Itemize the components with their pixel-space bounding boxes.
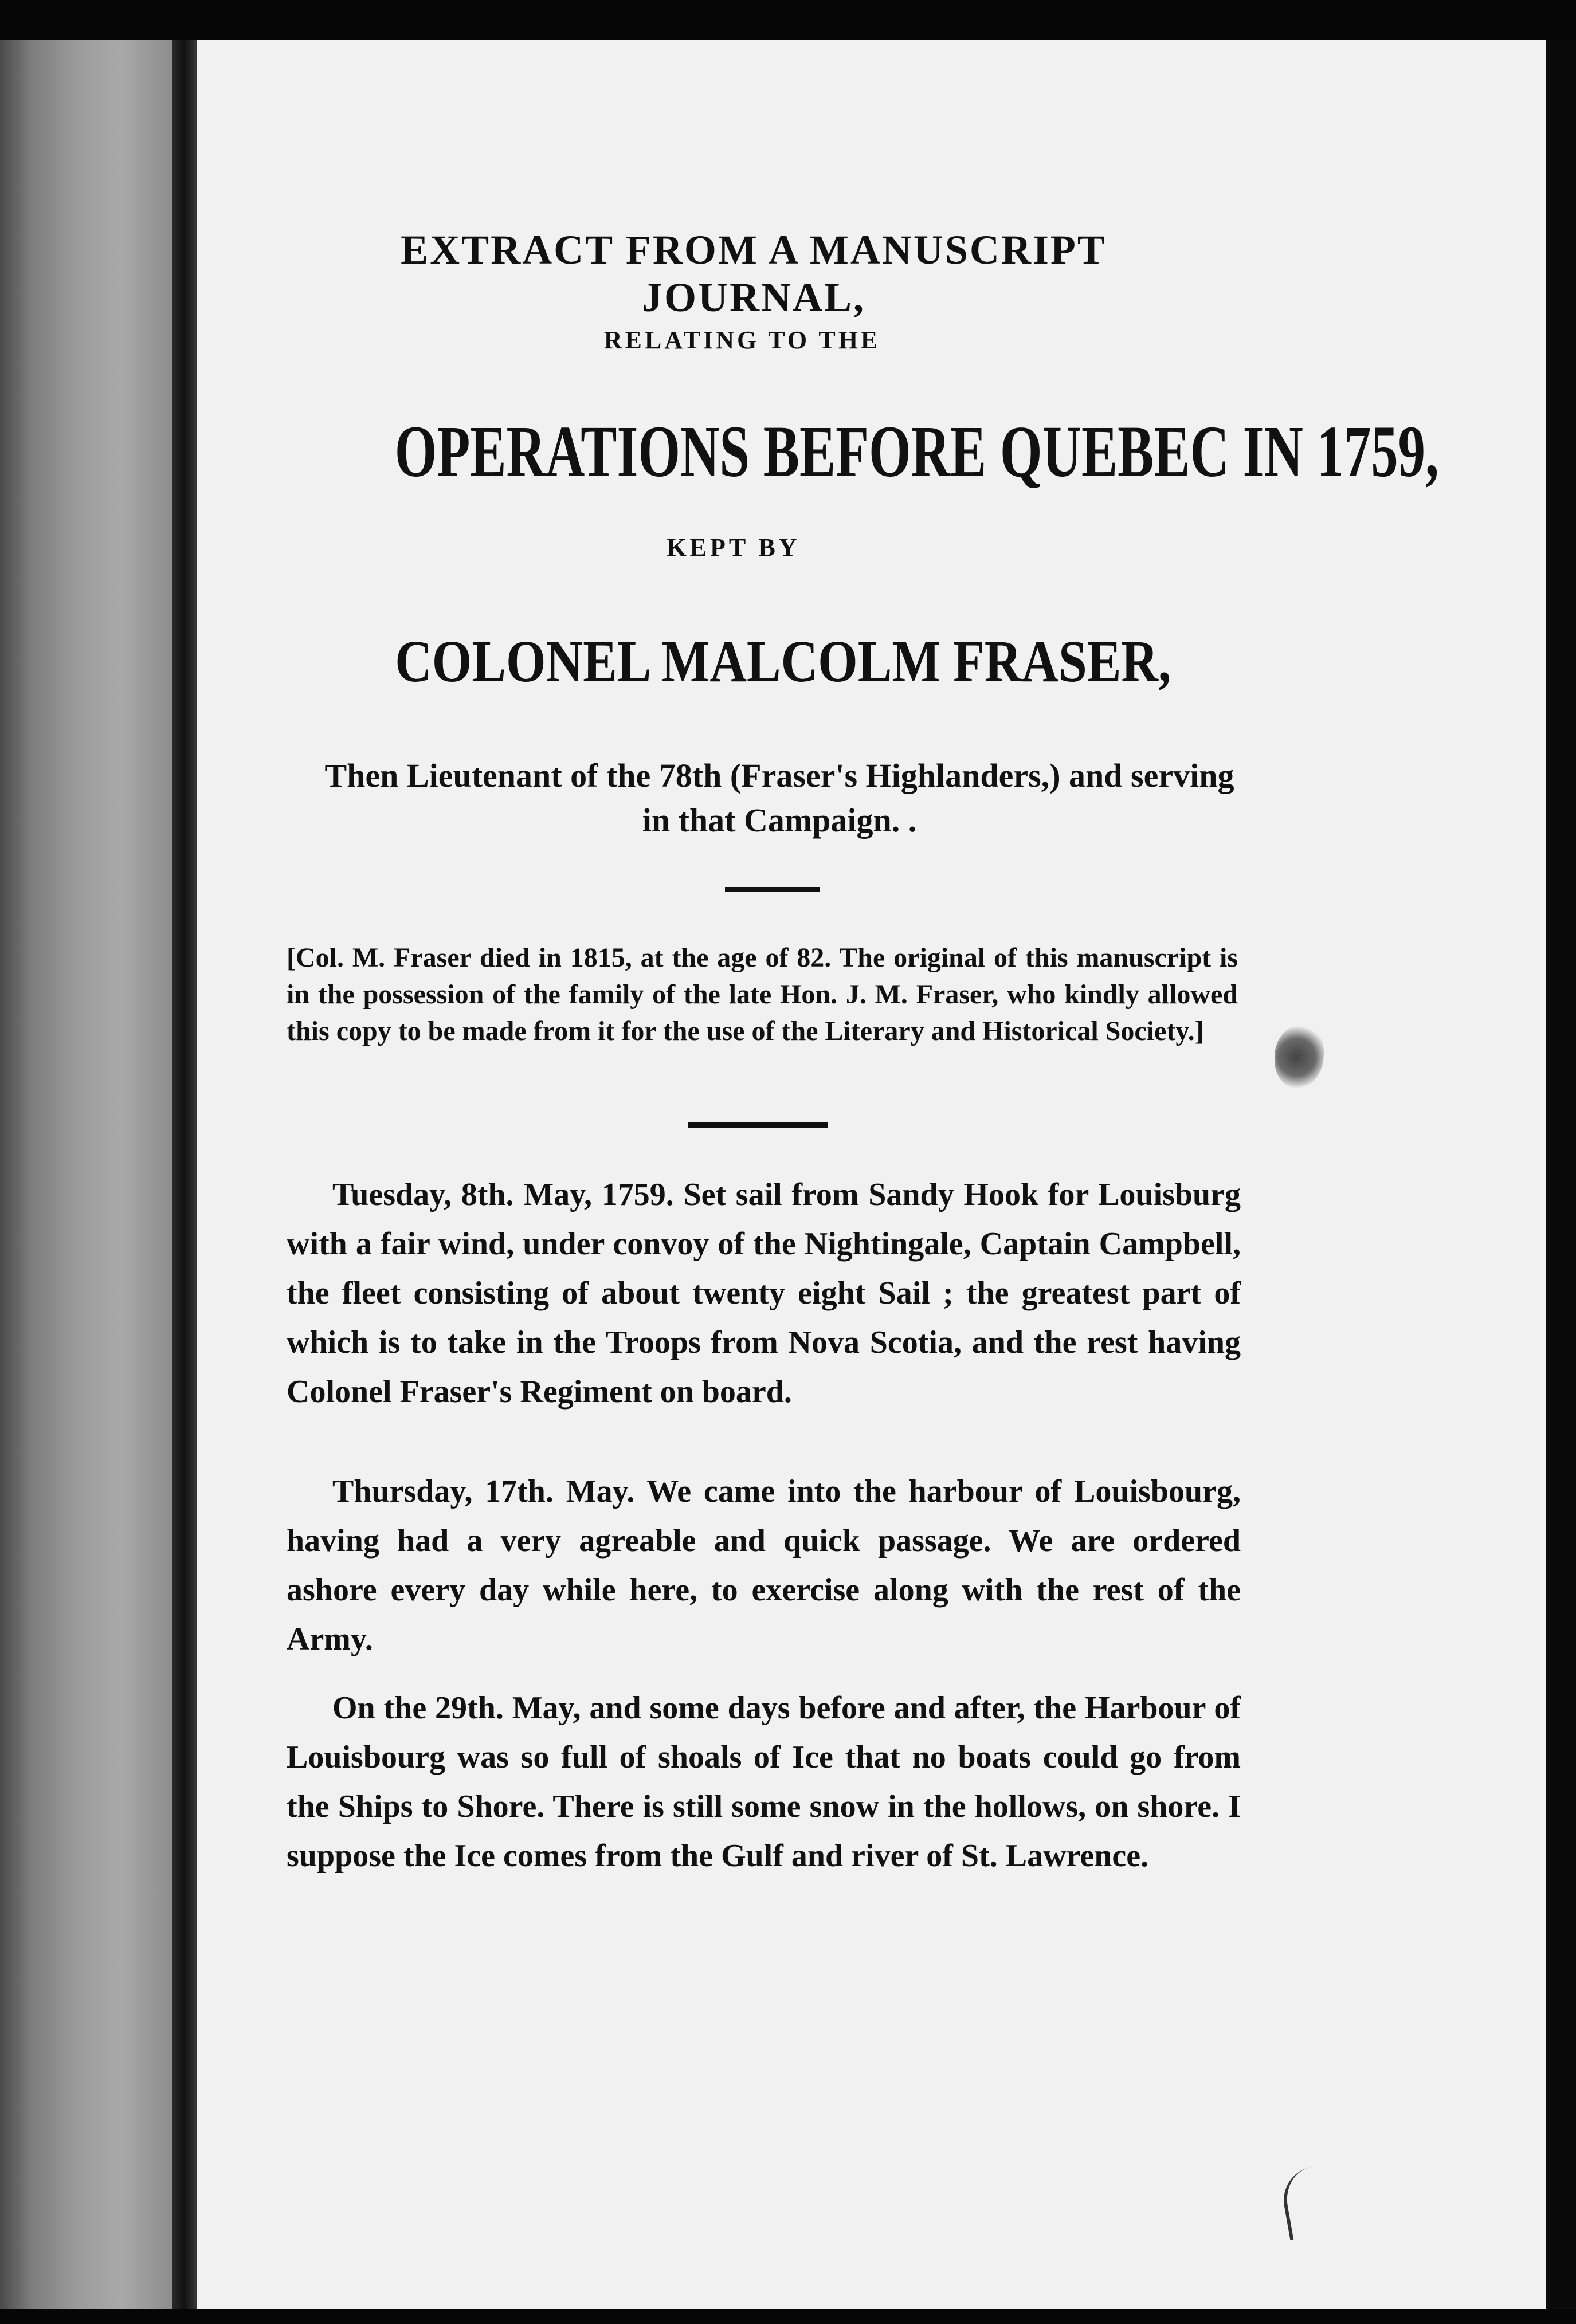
title-author: COLONEL MALCOLM FRASER, [395,629,1171,694]
editorial-note: [Col. M. Fraser died in 1815, at the age of 82. The original of this manuscript is in the possession of the family of the late Hon. J. M. Fraser, who kindly allowed this copy to be made from it for the use of the Literary and Historical Society.] [287,943,1238,1046]
title-extract: EXTRACT FROM A MANUSCRIPT JOURNAL, [401,227,1107,320]
journal-entry: Tuesday, 8th. May, 1759. Set sail from Sandy Hook for Louisburg with a fair wind, under convoy of the Nightingale, Captain Campbell, the fleet consisting of about twenty eight Sail ; the greatest part of which is to take in the Troops from Nova Scotia, and the rest having Colonel Fraser's Regiment on board. [287,1177,1241,1410]
facing-page-edge [0,40,172,2309]
subtitle: Then Lieutenant of the 78th (Fraser's Highlanders,) and serving in that Campaign. . [324,757,1234,839]
title-relating: RELATING TO THE [603,326,881,354]
page-border-right [1546,40,1576,2309]
divider-rule [725,887,820,892]
title-operations: OPERATIONS BEFORE QUEBEC IN 1759, [394,411,1439,492]
divider-rule [688,1122,828,1128]
book-gutter [172,40,197,2309]
journal-entry: Thursday, 17th. May. We came into the harbour of Louisbourg, having had a very agreable and quick passage. We are ordered ashore every day while here, to exercise along with the rest of the Army. [287,1474,1241,1657]
title-kept-by: KEPT BY [667,533,801,562]
journal-entry: On the 29th. May, and some days before and after, the Harbour of Louisbourg was so full of shoals of Ice that no boats could go from the Ships to Shore. There is still some snow in the hollows, on shore. I suppose the Ice comes from the Gulf and river of St. Lawrence. [287,1690,1241,1874]
